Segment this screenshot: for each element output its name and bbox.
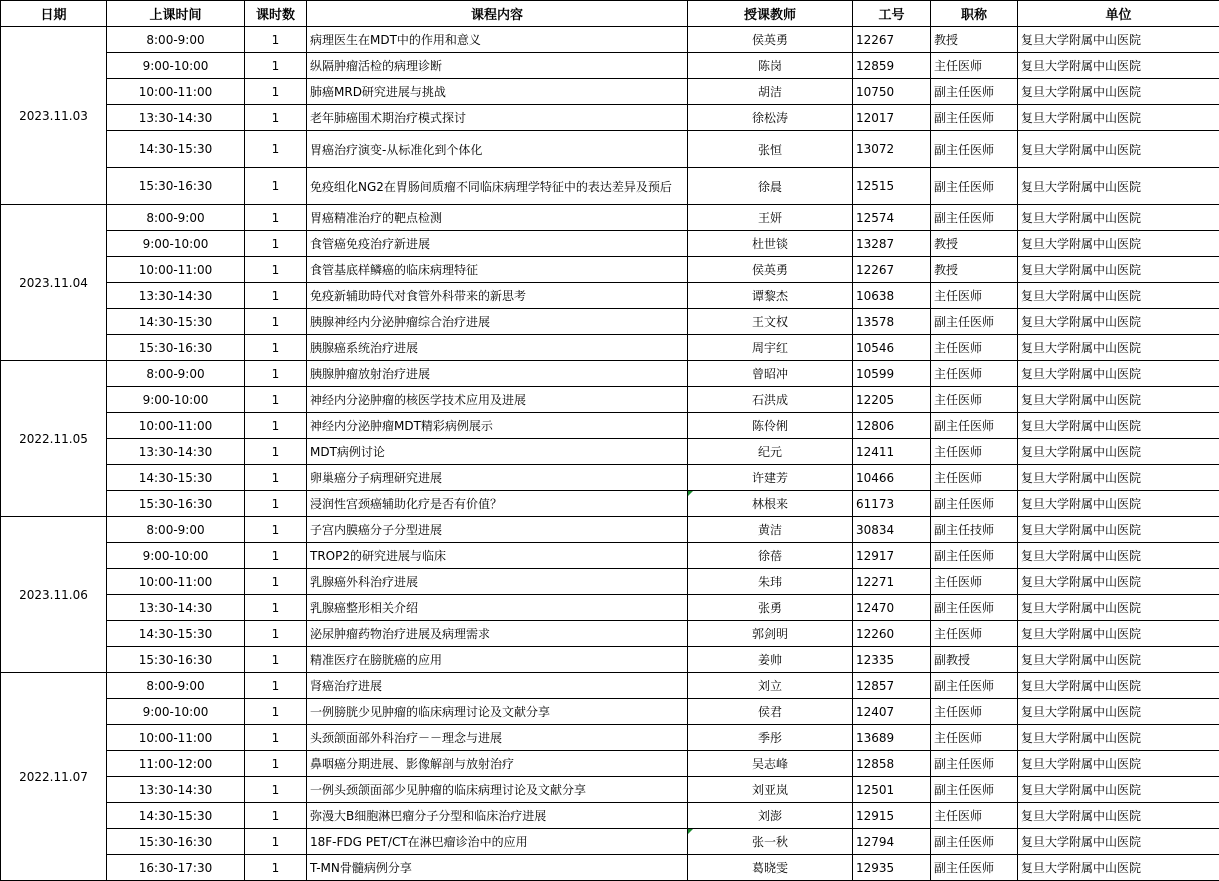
teacher-cell[interactable]: 王文权	[688, 309, 853, 335]
title-cell[interactable]: 副主任医师	[931, 673, 1018, 699]
hours-cell[interactable]: 1	[245, 673, 307, 699]
teacher-cell[interactable]: 谭黎杰	[688, 283, 853, 309]
hours-cell[interactable]: 1	[245, 131, 307, 168]
hours-cell[interactable]: 1	[245, 725, 307, 751]
teacher-cell[interactable]: 徐蓓	[688, 543, 853, 569]
table-row	[1, 699, 1219, 725]
table-row	[1, 621, 1219, 647]
unit-cell[interactable]: 复旦大学附属中山医院	[1018, 27, 1219, 53]
time-cell[interactable]: 8:00-9:00	[107, 673, 245, 699]
course-cell[interactable]: 乳腺癌整形相关介绍	[307, 595, 688, 621]
hours-cell[interactable]: 1	[245, 53, 307, 79]
title-cell[interactable]: 副教授	[931, 647, 1018, 673]
title-cell[interactable]: 副主任医师	[931, 105, 1018, 131]
time-cell[interactable]: 8:00-9:00	[107, 517, 245, 543]
course-cell[interactable]: 卵巢癌分子病理研究进展	[307, 465, 688, 491]
course-cell[interactable]: 乳腺癌外科治疗进展	[307, 569, 688, 595]
staff-id-cell[interactable]: 12574	[853, 205, 931, 231]
course-cell[interactable]: 病理医生在MDT中的作用和意义	[307, 27, 688, 53]
hours-cell[interactable]: 1	[245, 621, 307, 647]
time-cell[interactable]: 10:00-11:00	[107, 257, 245, 283]
unit-cell[interactable]: 复旦大学附属中山医院	[1018, 231, 1219, 257]
teacher-cell[interactable]: 曾昭冲	[688, 361, 853, 387]
unit-cell[interactable]: 复旦大学附属中山医院	[1018, 595, 1219, 621]
hours-cell[interactable]: 1	[245, 439, 307, 465]
unit-cell[interactable]: 复旦大学附属中山医院	[1018, 569, 1219, 595]
table-header	[1, 1, 1219, 27]
hours-cell[interactable]: 1	[245, 803, 307, 829]
unit-cell[interactable]: 复旦大学附属中山医院	[1018, 205, 1219, 231]
table-row	[1, 283, 1219, 309]
teacher-cell[interactable]: 张一秋	[688, 829, 853, 855]
teacher-cell[interactable]: 杜世锬	[688, 231, 853, 257]
title-cell[interactable]: 副主任医师	[931, 543, 1018, 569]
unit-cell[interactable]: 复旦大学附属中山医院	[1018, 855, 1219, 881]
table-row	[1, 751, 1219, 777]
time-cell[interactable]: 14:30-15:30	[107, 309, 245, 335]
hours-cell[interactable]: 1	[245, 595, 307, 621]
table-row	[1, 673, 1219, 699]
teacher-cell[interactable]: 侯君	[688, 699, 853, 725]
staff-id-cell[interactable]: 12857	[853, 673, 931, 699]
course-cell[interactable]: 神经内分泌肿瘤MDT精彩病例展示	[307, 413, 688, 439]
table-row	[1, 491, 1219, 517]
table-row	[1, 725, 1219, 751]
time-cell[interactable]: 15:30-16:30	[107, 491, 245, 517]
table-row	[1, 205, 1219, 231]
hours-cell[interactable]: 1	[245, 413, 307, 439]
unit-cell[interactable]: 复旦大学附属中山医院	[1018, 387, 1219, 413]
table-row	[1, 27, 1219, 53]
date-cell[interactable]: 2023.11.06	[1, 517, 107, 673]
title-cell[interactable]: 副主任医师	[931, 168, 1018, 205]
unit-cell[interactable]: 复旦大学附属中山医院	[1018, 105, 1219, 131]
table-row	[1, 829, 1219, 855]
unit-cell[interactable]: 复旦大学附属中山医院	[1018, 803, 1219, 829]
staff-id-cell[interactable]: 12260	[853, 621, 931, 647]
title-cell[interactable]: 副主任医师	[931, 777, 1018, 803]
table-row	[1, 131, 1219, 168]
course-cell[interactable]: T-MN骨髓病例分享	[307, 855, 688, 881]
time-cell[interactable]: 13:30-14:30	[107, 777, 245, 803]
title-cell[interactable]: 副主任医师	[931, 309, 1018, 335]
staff-id-cell[interactable]: 61173	[853, 491, 931, 517]
hours-cell[interactable]: 1	[245, 79, 307, 105]
course-cell[interactable]: 18F-FDG PET/CT在淋巴瘤诊治中的应用	[307, 829, 688, 855]
time-cell[interactable]: 13:30-14:30	[107, 439, 245, 465]
hours-cell[interactable]: 1	[245, 777, 307, 803]
course-cell[interactable]: 免疫新辅助時代对食管外科带来的新思考	[307, 283, 688, 309]
teacher-cell[interactable]: 姜帅	[688, 647, 853, 673]
time-cell[interactable]: 16:30-17:30	[107, 855, 245, 881]
table-row	[1, 855, 1219, 881]
title-cell[interactable]: 副主任医师	[931, 79, 1018, 105]
title-cell[interactable]: 副主任医师	[931, 751, 1018, 777]
title-cell[interactable]: 主任医师	[931, 387, 1018, 413]
staff-id-cell[interactable]: 12915	[853, 803, 931, 829]
staff-id-cell[interactable]: 12858	[853, 751, 931, 777]
staff-id-cell[interactable]: 12407	[853, 699, 931, 725]
hours-cell[interactable]: 1	[245, 699, 307, 725]
staff-id-cell[interactable]: 10546	[853, 335, 931, 361]
staff-id-cell[interactable]: 12335	[853, 647, 931, 673]
course-cell[interactable]: 胰腺神经内分泌肿瘤综合治疗进展	[307, 309, 688, 335]
title-cell[interactable]: 主任医师	[931, 465, 1018, 491]
staff-id-cell[interactable]: 10638	[853, 283, 931, 309]
unit-cell[interactable]: 复旦大学附属中山医院	[1018, 53, 1219, 79]
column-header-time: 上课时间	[107, 1, 245, 27]
course-cell[interactable]: 头颈颌面部外科治疗－－理念与进展	[307, 725, 688, 751]
unit-cell[interactable]: 复旦大学附属中山医院	[1018, 699, 1219, 725]
time-cell[interactable]: 9:00-10:00	[107, 53, 245, 79]
unit-cell[interactable]: 复旦大学附属中山医院	[1018, 647, 1219, 673]
table-row	[1, 647, 1219, 673]
hours-cell[interactable]: 1	[245, 27, 307, 53]
staff-id-cell[interactable]: 12515	[853, 168, 931, 205]
title-cell[interactable]: 主任医师	[931, 439, 1018, 465]
teacher-cell[interactable]: 林根来	[688, 491, 853, 517]
title-cell[interactable]: 主任医师	[931, 335, 1018, 361]
teacher-cell[interactable]: 徐松涛	[688, 105, 853, 131]
teacher-cell[interactable]: 徐晨	[688, 168, 853, 205]
hours-cell[interactable]: 1	[245, 647, 307, 673]
table-row	[1, 168, 1219, 205]
teacher-cell[interactable]: 刘亚岚	[688, 777, 853, 803]
course-cell[interactable]: 鼻咽癌分期进展、影像解剖与放射治疗	[307, 751, 688, 777]
staff-id-cell[interactable]: 12917	[853, 543, 931, 569]
column-header-unit: 单位	[1018, 1, 1219, 27]
course-cell[interactable]: 神经内分泌肿瘤的核医学技术应用及进展	[307, 387, 688, 413]
table-row	[1, 257, 1219, 283]
title-cell[interactable]: 副主任医师	[931, 595, 1018, 621]
hours-cell[interactable]: 1	[245, 491, 307, 517]
course-cell[interactable]: 胃癌精准治疗的靶点检测	[307, 205, 688, 231]
teacher-cell[interactable]: 葛晓雯	[688, 855, 853, 881]
hours-cell[interactable]: 1	[245, 465, 307, 491]
unit-cell[interactable]: 复旦大学附属中山医院	[1018, 829, 1219, 855]
course-cell[interactable]: 食管基底样鳞癌的临床病理特征	[307, 257, 688, 283]
teacher-cell[interactable]: 石洪成	[688, 387, 853, 413]
unit-cell[interactable]: 复旦大学附属中山医院	[1018, 283, 1219, 309]
time-cell[interactable]: 14:30-15:30	[107, 621, 245, 647]
course-cell[interactable]: 一例头颈颌面部少见肿瘤的临床病理讨论及文献分享	[307, 777, 688, 803]
hours-cell[interactable]: 1	[245, 309, 307, 335]
course-cell[interactable]: 精准医疗在膀胱癌的应用	[307, 647, 688, 673]
header-row	[1, 1, 1219, 27]
staff-id-cell[interactable]: 12267	[853, 27, 931, 53]
teacher-cell[interactable]: 王妍	[688, 205, 853, 231]
course-cell[interactable]: TROP2的研究进展与临床	[307, 543, 688, 569]
unit-cell[interactable]: 复旦大学附属中山医院	[1018, 168, 1219, 205]
time-cell[interactable]: 8:00-9:00	[107, 361, 245, 387]
staff-id-cell[interactable]: 12205	[853, 387, 931, 413]
teacher-cell[interactable]: 侯英勇	[688, 257, 853, 283]
teacher-cell[interactable]: 张恒	[688, 131, 853, 168]
hours-cell[interactable]: 1	[245, 361, 307, 387]
hours-cell[interactable]: 1	[245, 569, 307, 595]
title-cell[interactable]: 主任医师	[931, 803, 1018, 829]
title-cell[interactable]: 副主任医师	[931, 413, 1018, 439]
column-header-hours: 课时数	[245, 1, 307, 27]
staff-id-cell[interactable]: 13689	[853, 725, 931, 751]
teacher-cell[interactable]: 吴志峰	[688, 751, 853, 777]
teacher-cell[interactable]: 季彤	[688, 725, 853, 751]
time-cell[interactable]: 15:30-16:30	[107, 647, 245, 673]
staff-id-cell[interactable]: 10599	[853, 361, 931, 387]
title-cell[interactable]: 副主任医师	[931, 855, 1018, 881]
time-cell[interactable]: 13:30-14:30	[107, 105, 245, 131]
hours-cell[interactable]: 1	[245, 543, 307, 569]
staff-id-cell[interactable]: 13287	[853, 231, 931, 257]
unit-cell[interactable]: 复旦大学附属中山医院	[1018, 621, 1219, 647]
title-cell[interactable]: 主任医师	[931, 283, 1018, 309]
hours-cell[interactable]: 1	[245, 855, 307, 881]
time-cell[interactable]: 9:00-10:00	[107, 387, 245, 413]
time-cell[interactable]: 11:00-12:00	[107, 751, 245, 777]
title-cell[interactable]: 主任医师	[931, 361, 1018, 387]
unit-cell[interactable]: 复旦大学附属中山医院	[1018, 777, 1219, 803]
table-row	[1, 517, 1219, 543]
hours-cell[interactable]: 1	[245, 231, 307, 257]
teacher-cell[interactable]: 胡洁	[688, 79, 853, 105]
table-row	[1, 465, 1219, 491]
hours-cell[interactable]: 1	[245, 751, 307, 777]
staff-id-cell[interactable]: 12859	[853, 53, 931, 79]
unit-cell[interactable]: 复旦大学附属中山医院	[1018, 751, 1219, 777]
course-cell[interactable]: 子宫内膜癌分子分型进展	[307, 517, 688, 543]
table-row	[1, 231, 1219, 257]
staff-id-cell[interactable]: 13072	[853, 131, 931, 168]
teacher-cell[interactable]: 侯英勇	[688, 27, 853, 53]
teacher-cell[interactable]: 许建芳	[688, 465, 853, 491]
course-cell[interactable]: 食管癌免疫治疗新进展	[307, 231, 688, 257]
table-row	[1, 105, 1219, 131]
teacher-cell[interactable]: 刘立	[688, 673, 853, 699]
table-row	[1, 79, 1219, 105]
hours-cell[interactable]: 1	[245, 829, 307, 855]
teacher-cell[interactable]: 朱玮	[688, 569, 853, 595]
title-cell[interactable]: 主任医师	[931, 699, 1018, 725]
teacher-cell[interactable]: 陈岗	[688, 53, 853, 79]
course-cell[interactable]: 肾癌治疗进展	[307, 673, 688, 699]
hours-cell[interactable]: 1	[245, 205, 307, 231]
title-cell[interactable]: 教授	[931, 257, 1018, 283]
teacher-cell[interactable]: 郭剑明	[688, 621, 853, 647]
title-cell[interactable]: 副主任医师	[931, 491, 1018, 517]
staff-id-cell[interactable]: 12271	[853, 569, 931, 595]
time-cell[interactable]: 8:00-9:00	[107, 205, 245, 231]
course-cell[interactable]: 纵隔肿瘤活检的病理诊断	[307, 53, 688, 79]
unit-cell[interactable]: 复旦大学附属中山医院	[1018, 257, 1219, 283]
unit-cell[interactable]: 复旦大学附属中山医院	[1018, 335, 1219, 361]
column-header-id: 工号	[853, 1, 931, 27]
table-row	[1, 413, 1219, 439]
table-row	[1, 595, 1219, 621]
date-cell[interactable]: 2022.11.07	[1, 673, 107, 881]
title-cell[interactable]: 副主任医师	[931, 829, 1018, 855]
time-cell[interactable]: 8:00-9:00	[107, 27, 245, 53]
course-cell[interactable]: 浸润性宫颈癌辅助化疗是否有价值？	[307, 491, 688, 517]
unit-cell[interactable]: 复旦大学附属中山医院	[1018, 465, 1219, 491]
title-cell[interactable]: 教授	[931, 27, 1018, 53]
title-cell[interactable]: 主任医师	[931, 569, 1018, 595]
time-cell[interactable]: 13:30-14:30	[107, 283, 245, 309]
hours-cell[interactable]: 1	[245, 105, 307, 131]
table-row	[1, 439, 1219, 465]
time-cell[interactable]: 13:30-14:30	[107, 595, 245, 621]
time-cell[interactable]: 9:00-10:00	[107, 699, 245, 725]
unit-cell[interactable]: 复旦大学附属中山医院	[1018, 309, 1219, 335]
time-cell[interactable]: 14:30-15:30	[107, 465, 245, 491]
column-header-teacher: 授课教师	[688, 1, 853, 27]
unit-cell[interactable]: 复旦大学附属中山医院	[1018, 439, 1219, 465]
hours-cell[interactable]: 1	[245, 257, 307, 283]
staff-id-cell[interactable]: 12501	[853, 777, 931, 803]
time-cell[interactable]: 9:00-10:00	[107, 231, 245, 257]
hours-cell[interactable]: 1	[245, 387, 307, 413]
table-row	[1, 309, 1219, 335]
table-row	[1, 53, 1219, 79]
staff-id-cell[interactable]: 12017	[853, 105, 931, 131]
teacher-cell[interactable]: 纪元	[688, 439, 853, 465]
hours-cell[interactable]: 1	[245, 283, 307, 309]
date-cell[interactable]: 2023.11.04	[1, 205, 107, 361]
course-cell[interactable]: 胰腺癌系统治疗进展	[307, 335, 688, 361]
staff-id-cell[interactable]: 13578	[853, 309, 931, 335]
unit-cell[interactable]: 复旦大学附属中山医院	[1018, 79, 1219, 105]
teacher-cell[interactable]: 周宇红	[688, 335, 853, 361]
time-cell[interactable]: 10:00-11:00	[107, 79, 245, 105]
title-cell[interactable]: 主任医师	[931, 53, 1018, 79]
time-cell[interactable]: 10:00-11:00	[107, 569, 245, 595]
unit-cell[interactable]: 复旦大学附属中山医院	[1018, 413, 1219, 439]
course-cell[interactable]: 肺癌MRD研究进展与挑战	[307, 79, 688, 105]
title-cell[interactable]: 副主任医师	[931, 205, 1018, 231]
table-row	[1, 361, 1219, 387]
table-body	[1, 27, 1219, 881]
table-row	[1, 335, 1219, 361]
time-cell[interactable]: 15:30-16:30	[107, 168, 245, 205]
title-cell[interactable]: 副主任医师	[931, 131, 1018, 168]
column-header-course: 课程内容	[307, 1, 688, 27]
staff-id-cell[interactable]: 10750	[853, 79, 931, 105]
teacher-cell[interactable]: 张勇	[688, 595, 853, 621]
hours-cell[interactable]: 1	[245, 168, 307, 205]
course-cell[interactable]: 泌尿肿瘤药物治疗进展及病理需求	[307, 621, 688, 647]
title-cell[interactable]: 主任医师	[931, 621, 1018, 647]
table-row	[1, 569, 1219, 595]
column-header-title: 职称	[931, 1, 1018, 27]
date-cell[interactable]: 2022.11.05	[1, 361, 107, 517]
teacher-cell[interactable]: 刘澎	[688, 803, 853, 829]
unit-cell[interactable]: 复旦大学附属中山医院	[1018, 361, 1219, 387]
unit-cell[interactable]: 复旦大学附属中山医院	[1018, 491, 1219, 517]
staff-id-cell[interactable]: 12794	[853, 829, 931, 855]
hours-cell[interactable]: 1	[245, 517, 307, 543]
table-row	[1, 387, 1219, 413]
course-cell[interactable]: MDT病例讨论	[307, 439, 688, 465]
staff-id-cell[interactable]: 10466	[853, 465, 931, 491]
course-cell[interactable]: 免疫组化NG2在胃肠间质瘤不同临床病理学特征中的表达差异及预后	[307, 168, 688, 205]
table-row	[1, 803, 1219, 829]
course-cell[interactable]: 弥漫大B细胞淋巴瘤分子分型和临床治疗进展	[307, 803, 688, 829]
table-row	[1, 777, 1219, 803]
unit-cell[interactable]: 复旦大学附属中山医院	[1018, 725, 1219, 751]
staff-id-cell[interactable]: 12267	[853, 257, 931, 283]
date-cell[interactable]: 2023.11.03	[1, 27, 107, 205]
time-cell[interactable]: 10:00-11:00	[107, 725, 245, 751]
time-cell[interactable]: 15:30-16:30	[107, 829, 245, 855]
unit-cell[interactable]: 复旦大学附属中山医院	[1018, 517, 1219, 543]
staff-id-cell[interactable]: 12806	[853, 413, 931, 439]
unit-cell[interactable]: 复旦大学附属中山医院	[1018, 543, 1219, 569]
staff-id-cell[interactable]: 30834	[853, 517, 931, 543]
time-cell[interactable]: 14:30-15:30	[107, 803, 245, 829]
column-header-date: 日期	[1, 1, 107, 27]
time-cell[interactable]: 10:00-11:00	[107, 413, 245, 439]
time-cell[interactable]: 14:30-15:30	[107, 131, 245, 168]
time-cell[interactable]: 15:30-16:30	[107, 335, 245, 361]
teacher-cell[interactable]: 陈伶俐	[688, 413, 853, 439]
staff-id-cell[interactable]: 12470	[853, 595, 931, 621]
teacher-cell[interactable]: 黄洁	[688, 517, 853, 543]
time-cell[interactable]: 9:00-10:00	[107, 543, 245, 569]
unit-cell[interactable]: 复旦大学附属中山医院	[1018, 673, 1219, 699]
hours-cell[interactable]: 1	[245, 335, 307, 361]
unit-cell[interactable]: 复旦大学附属中山医院	[1018, 131, 1219, 168]
staff-id-cell[interactable]: 12935	[853, 855, 931, 881]
course-cell[interactable]: 胰腺肿瘤放射治疗进展	[307, 361, 688, 387]
course-cell[interactable]: 老年肺癌围术期治疗模式探讨	[307, 105, 688, 131]
staff-id-cell[interactable]: 12411	[853, 439, 931, 465]
title-cell[interactable]: 主任医师	[931, 725, 1018, 751]
course-cell[interactable]: 胃癌治疗演变-从标准化到个体化	[307, 131, 688, 168]
title-cell[interactable]: 副主任技师	[931, 517, 1018, 543]
table-row	[1, 543, 1219, 569]
title-cell[interactable]: 教授	[931, 231, 1018, 257]
course-cell[interactable]: 一例膀胱少见肿瘤的临床病理讨论及文献分享	[307, 699, 688, 725]
